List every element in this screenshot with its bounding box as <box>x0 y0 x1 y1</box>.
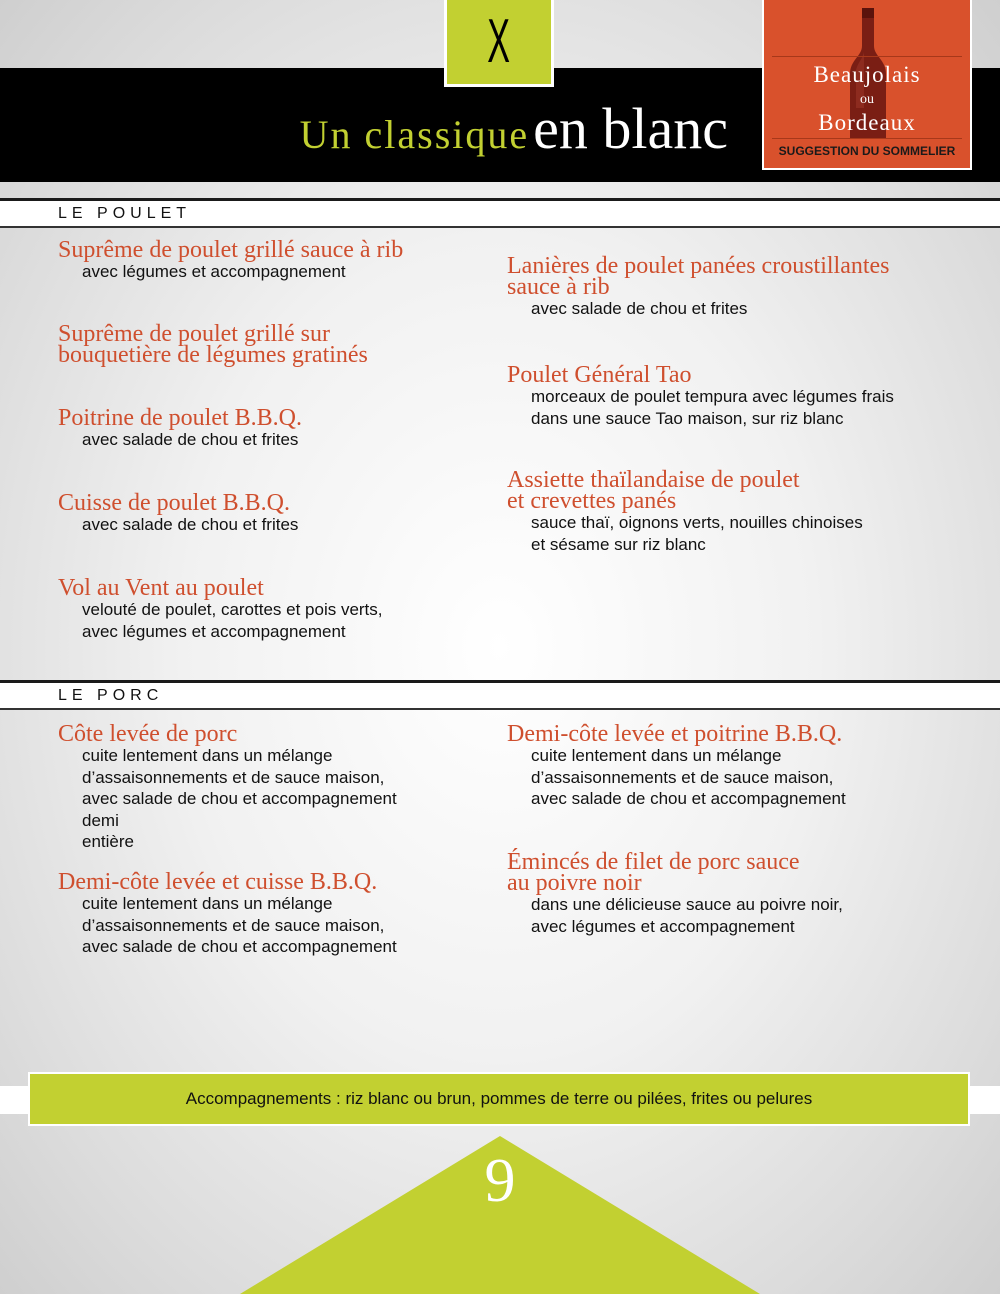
dish-description: d’assaisonnements et de sauce maison, <box>531 767 834 787</box>
dish-description: avec salade de chou et frites <box>82 515 299 534</box>
sommelier-suggestion-panel <box>762 0 972 170</box>
dish-description: sauce thaï, oignons verts, nouilles chinoises <box>531 513 863 532</box>
section-band-poulet <box>0 198 1000 228</box>
sommelier-caption: SUGGESTION DU SOMMELIER <box>778 144 956 158</box>
menu-item <box>58 237 404 283</box>
dish-description: cuite lentement dans un mélange <box>531 746 782 765</box>
chapter-tab <box>444 0 554 87</box>
divider <box>772 56 962 57</box>
divider <box>772 138 962 139</box>
dish-name: bouquetière de légumes gratinés <box>58 342 368 368</box>
dish-description: entière <box>82 832 134 851</box>
dish-description: dans une délicieuse sauce au poivre noir, <box>531 895 843 914</box>
menu-item <box>507 849 843 937</box>
dish-name: Demi-côte levée et cuisse B.B.Q. <box>58 869 378 895</box>
dish-name: Vol au Vent au poulet <box>58 575 264 601</box>
menu-item <box>58 721 397 853</box>
title-part2: en blanc <box>533 96 728 161</box>
dish-description: et sésame sur riz blanc <box>531 534 706 554</box>
dish-description: avec salade de chou et frites <box>82 430 299 449</box>
accompaniments-text: Accompagnements : riz blanc ou brun, pommes de terre ou pilées, frites ou pelures <box>185 1089 813 1108</box>
section-label-poulet: LE POULET <box>58 205 192 222</box>
menu-item <box>507 467 863 555</box>
dish-description: avec salade de chou et accompagnement <box>531 789 846 808</box>
menu-item <box>58 490 299 536</box>
dish-name: Cuisse de poulet B.B.Q. <box>58 490 290 516</box>
dish-name: Assiette thaïlandaise de poulet <box>507 467 800 493</box>
dish-name: Suprême de poulet grillé sauce à rib <box>58 237 404 263</box>
wine-beaujolais: Beaujolais <box>813 62 921 87</box>
section-label-porc: LE PORC <box>58 687 164 704</box>
dish-name: sauce à rib <box>507 274 610 300</box>
menu-item <box>507 362 894 429</box>
page-title <box>299 96 728 161</box>
dish-name: Poulet Général Tao <box>507 362 692 388</box>
dish-description: avec salade de chou et accompagnement <box>82 937 397 956</box>
dish-description: velouté de poulet, carottes et pois verts, <box>82 600 383 619</box>
dish-name: au poivre noir <box>507 870 642 896</box>
section-band-porc <box>0 680 1000 710</box>
dish-description: avec salade de chou et accompagnement <box>82 789 397 808</box>
menu-item <box>58 575 383 642</box>
menu-item <box>58 405 302 451</box>
menu-item <box>507 721 846 810</box>
menu-item <box>507 253 890 320</box>
dish-description: avec légumes et accompagnement <box>82 262 346 281</box>
dish-description: avec légumes et accompagnement <box>531 916 795 936</box>
dish-name: Lanières de poulet panées croustillantes <box>507 253 890 279</box>
dish-description: cuite lentement dans un mélange <box>82 894 333 913</box>
dish-description: morceaux de poulet tempura avec légumes frais <box>531 387 894 406</box>
wine-conjunction: ou <box>860 92 874 107</box>
dish-description: avec salade de chou et frites <box>531 299 748 318</box>
dish-description: d’assaisonnements et de sauce maison, <box>82 915 385 935</box>
dish-name: Suprême de poulet grillé sur <box>58 321 330 347</box>
dish-name: Demi-côte levée et poitrine B.B.Q. <box>507 721 843 747</box>
dish-name: Émincés de filet de porc sauce <box>507 849 800 875</box>
dish-description: d’assaisonnements et de sauce maison, <box>82 767 385 787</box>
dish-description: dans une sauce Tao maison, sur riz blanc <box>531 408 844 428</box>
chapter-letter: X <box>487 7 511 76</box>
dish-description: cuite lentement dans un mélange <box>82 746 333 765</box>
dish-description: demi <box>82 810 119 830</box>
dish-name: et crevettes panés <box>507 488 677 514</box>
menu-item <box>58 321 368 368</box>
title-part1: Un classique <box>299 112 530 157</box>
wine-bordeaux: Bordeaux <box>818 110 916 135</box>
accompaniments-banner <box>28 1072 970 1126</box>
page-number: 9 <box>484 1147 516 1215</box>
dish-name: Côte levée de porc <box>58 721 238 747</box>
dish-description: avec légumes et accompagnement <box>82 621 346 641</box>
dish-name: Poitrine de poulet B.B.Q. <box>58 405 302 431</box>
menu-item <box>58 869 397 958</box>
